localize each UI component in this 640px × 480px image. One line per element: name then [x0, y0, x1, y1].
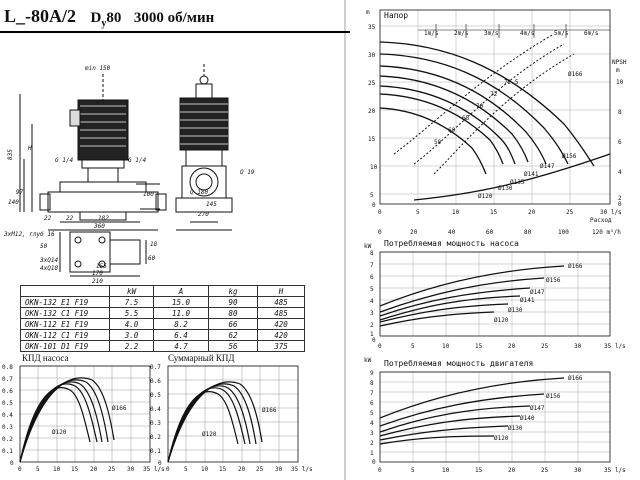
svg-text:m: m [366, 9, 370, 16]
svg-text:6: 6 [618, 139, 622, 146]
svg-text:25: 25 [541, 467, 549, 474]
svg-text:kW: kW [364, 243, 372, 250]
svg-text:65: 65 [462, 115, 470, 122]
dim-170: 170 [92, 270, 103, 277]
svg-text:20: 20 [528, 209, 536, 216]
svg-text:10: 10 [442, 343, 450, 350]
svg-text:25: 25 [368, 80, 376, 87]
svg-text:10: 10 [616, 79, 624, 86]
spec-table-header: kW A kg H [21, 286, 305, 297]
svg-text:25: 25 [256, 466, 264, 473]
total-efficiency-title: Суммарный КПД [168, 353, 235, 363]
svg-text:30: 30 [127, 466, 135, 473]
svg-text:20: 20 [508, 343, 516, 350]
svg-text:0.7: 0.7 [150, 364, 161, 371]
dim-155: 155 [96, 263, 107, 270]
svg-text:0.2: 0.2 [150, 434, 161, 441]
pump-power-title: Потребляемая мощность насоса [384, 239, 519, 248]
svg-text:8: 8 [370, 380, 374, 387]
curve-label: Ø135 [510, 179, 525, 186]
svg-text:3: 3 [370, 430, 374, 437]
svg-text:4: 4 [618, 169, 622, 176]
curve-label: Ø156 [562, 153, 577, 160]
svg-text:0.5: 0.5 [2, 400, 13, 407]
svg-text:5: 5 [370, 410, 374, 417]
svg-text:10: 10 [442, 467, 450, 474]
dim-min150: min 150 [85, 65, 111, 72]
svg-text:1: 1 [370, 331, 374, 338]
dim-140: 140 [8, 199, 19, 206]
svg-text:15: 15 [475, 467, 483, 474]
svg-text:0.1: 0.1 [2, 448, 13, 455]
curve-label: Ø147 [540, 163, 555, 170]
dim-22-left: 22 [44, 215, 52, 222]
svg-text:15: 15 [368, 136, 376, 143]
curve-label: Ø156 [546, 393, 561, 400]
head-chart [354, 4, 640, 236]
svg-text:100: 100 [558, 229, 569, 236]
svg-text:0: 0 [166, 466, 170, 473]
dim-4xq18: 4xQ18 [40, 265, 59, 272]
svg-text:50: 50 [434, 139, 442, 146]
svg-text:10: 10 [370, 164, 378, 171]
dim-h: H [28, 145, 32, 152]
curve-label: Ø140 [520, 415, 535, 422]
svg-text:2: 2 [618, 195, 622, 202]
curve-label: Ø120 [202, 431, 217, 438]
svg-text:0.8: 0.8 [2, 364, 13, 371]
svg-text:20: 20 [368, 108, 376, 115]
svg-text:5: 5 [411, 343, 415, 350]
svg-text:35 l/s: 35 l/s [604, 343, 626, 350]
dim-360: 360 [94, 223, 105, 230]
svg-text:0.2: 0.2 [2, 436, 13, 443]
svg-text:NPSH: NPSH [612, 59, 627, 66]
svg-text:15: 15 [219, 466, 227, 473]
svg-text:0: 0 [378, 229, 382, 236]
svg-text:m: m [616, 67, 620, 74]
dim-3xq14: 3xQ14 [40, 257, 59, 264]
head-chart-title: Напор [384, 11, 409, 20]
curve-label: Ø166 [112, 405, 127, 412]
curve-label: Ø141 [520, 297, 535, 304]
svg-text:0.5: 0.5 [150, 392, 161, 399]
dim-g14-right: G 1/4 [128, 157, 147, 164]
svg-text:40: 40 [448, 229, 456, 236]
svg-text:70: 70 [476, 103, 484, 110]
svg-text:35 l/s: 35 l/s [143, 466, 165, 473]
svg-text:0.4: 0.4 [2, 412, 13, 419]
svg-text:5: 5 [36, 466, 40, 473]
svg-text:0.6: 0.6 [150, 378, 161, 385]
svg-text:kW: kW [364, 357, 372, 364]
svg-text:3m/s: 3m/s [484, 30, 499, 37]
svg-text:7: 7 [370, 262, 374, 269]
svg-text:20: 20 [410, 229, 418, 236]
dim-q19: Q 19 [240, 169, 255, 176]
curve-label: Ø147 [530, 405, 545, 412]
svg-text:30: 30 [368, 52, 376, 59]
svg-text:0: 0 [378, 343, 382, 350]
svg-text:3: 3 [370, 310, 374, 317]
svg-text:15: 15 [490, 209, 498, 216]
svg-text:15: 15 [475, 343, 483, 350]
svg-text:0.1: 0.1 [150, 448, 161, 455]
curve-label: Ø130 [498, 185, 513, 192]
svg-text:10: 10 [201, 466, 209, 473]
curve-label: Ø156 [546, 277, 561, 284]
curve-label: Ø166 [568, 263, 583, 270]
svg-text:20: 20 [238, 466, 246, 473]
svg-text:120 m³/h: 120 m³/h [592, 229, 621, 236]
curve-label: Ø147 [530, 289, 545, 296]
svg-text:6: 6 [370, 400, 374, 407]
svg-text:15: 15 [71, 466, 79, 473]
svg-text:60: 60 [486, 229, 494, 236]
svg-text:9: 9 [370, 370, 374, 377]
curve-label: Ø141 [524, 171, 539, 178]
model-name: L_-80A/2 [4, 6, 76, 26]
svg-text:0.6: 0.6 [2, 388, 13, 395]
svg-text:30: 30 [574, 467, 582, 474]
spec-table [20, 285, 305, 352]
svg-text:Расход: Расход [590, 217, 612, 224]
curve-label: Ø120 [478, 193, 493, 200]
nominal-diameter: $D_y80$ [90, 10, 122, 29]
motor-power-chart [354, 356, 640, 480]
dim-3xm12: 3xM12, глуб 16 [4, 231, 55, 238]
dim-182: 182 [98, 215, 109, 222]
svg-text:35: 35 [368, 24, 376, 31]
svg-text:2: 2 [370, 322, 374, 329]
svg-text:8: 8 [370, 250, 374, 257]
svg-text:25: 25 [108, 466, 116, 473]
curve-label: Ø166 [568, 375, 583, 382]
dim-60: 60 [148, 255, 156, 262]
svg-text:5m/s: 5m/s [554, 30, 569, 37]
svg-text:35 l/s: 35 l/s [604, 467, 626, 474]
table-row: OKN-112 E1 F19 4.0 8.2 66 420 [21, 319, 305, 330]
dim-145: 145 [206, 201, 217, 208]
title-divider [0, 31, 350, 33]
svg-text:2: 2 [370, 440, 374, 447]
pump-power-chart [354, 236, 640, 356]
total-efficiency-chart [148, 362, 328, 474]
svg-text:0: 0 [372, 202, 376, 209]
svg-text:0: 0 [372, 459, 376, 466]
dim-100: 100 [143, 191, 154, 198]
svg-text:5: 5 [370, 286, 374, 293]
curve-label: Ø130 [508, 425, 523, 432]
dim-210: 210 [92, 278, 103, 284]
dim-270: 270 [198, 211, 209, 218]
curve-label: Ø166 [568, 71, 583, 78]
svg-text:25: 25 [541, 343, 549, 350]
curve-label: Ø120 [494, 435, 509, 442]
svg-text:4: 4 [370, 298, 374, 305]
svg-text:30: 30 [574, 343, 582, 350]
curve-label: Ø130 [508, 307, 523, 314]
curve-label: Ø120 [52, 429, 67, 436]
svg-text:8: 8 [618, 109, 622, 116]
svg-text:6: 6 [370, 274, 374, 281]
svg-text:25: 25 [566, 209, 574, 216]
svg-text:4m/s: 4m/s [520, 30, 535, 37]
svg-text:2m/s: 2m/s [454, 30, 469, 37]
svg-text:0: 0 [10, 460, 14, 467]
svg-text:0.3: 0.3 [2, 424, 13, 431]
table-row: OKN-112 C1 F19 3.0 6.4 62 420 [21, 330, 305, 341]
svg-text:0.3: 0.3 [150, 420, 161, 427]
table-row: OKN-101 D1 F19 2.2 4.7 56 375 [21, 341, 305, 352]
svg-text:0: 0 [618, 201, 622, 208]
svg-text:5: 5 [416, 209, 420, 216]
curve-label: Ø120 [494, 317, 509, 324]
svg-text:20: 20 [508, 467, 516, 474]
rotation-speed: 3000 об/мин [133, 10, 215, 26]
svg-text:0.4: 0.4 [150, 406, 161, 413]
motor-power-title: Потребляемая мощность двигателя [384, 359, 534, 368]
svg-text:30: 30 [275, 466, 283, 473]
svg-text:5: 5 [370, 192, 374, 199]
svg-text:0.7: 0.7 [2, 376, 13, 383]
svg-text:30 l/s: 30 l/s [600, 209, 622, 216]
svg-text:4: 4 [370, 420, 374, 427]
svg-text:60: 60 [448, 127, 456, 134]
svg-text:72: 72 [490, 91, 498, 98]
dim-g14-left: G 1/4 [55, 157, 74, 164]
svg-text:0: 0 [18, 466, 22, 473]
svg-text:5: 5 [411, 467, 415, 474]
pump-efficiency-chart [0, 362, 168, 474]
dim-50: 50 [40, 243, 48, 250]
dim-18: 18 [150, 241, 158, 248]
svg-text:5: 5 [184, 466, 188, 473]
curve-label: Ø166 [262, 407, 277, 414]
svg-text:80: 80 [524, 229, 532, 236]
svg-text:1: 1 [370, 450, 374, 457]
dim-835: 835 [7, 149, 14, 160]
svg-text:10: 10 [53, 466, 61, 473]
svg-text:0: 0 [378, 467, 382, 474]
svg-text:6m/s: 6m/s [584, 30, 599, 37]
svg-text:20: 20 [90, 466, 98, 473]
svg-text:0: 0 [378, 209, 382, 216]
page-title [4, 6, 214, 29]
dim-22-right: 22 [66, 215, 74, 222]
svg-text:35 l/s: 35 l/s [291, 466, 313, 473]
dim-97: 97 [16, 189, 24, 196]
pump-efficiency-title: КПД насоса [22, 353, 69, 363]
dimension-drawing [0, 34, 345, 284]
svg-text:7: 7 [370, 390, 374, 397]
svg-text:0: 0 [158, 460, 162, 467]
svg-text:1m/s: 1m/s [424, 30, 439, 37]
svg-text:0: 0 [372, 337, 376, 344]
dim-q180: Q 180 [190, 189, 209, 196]
svg-text:10: 10 [452, 209, 460, 216]
svg-text:72.5: 72.5 [504, 79, 519, 86]
table-row: OKN-132 E1 F19 7.5 15.0 90 485 [21, 297, 305, 308]
table-row: OKN-132 C1 F19 5.5 11.0 80 485 [21, 308, 305, 319]
